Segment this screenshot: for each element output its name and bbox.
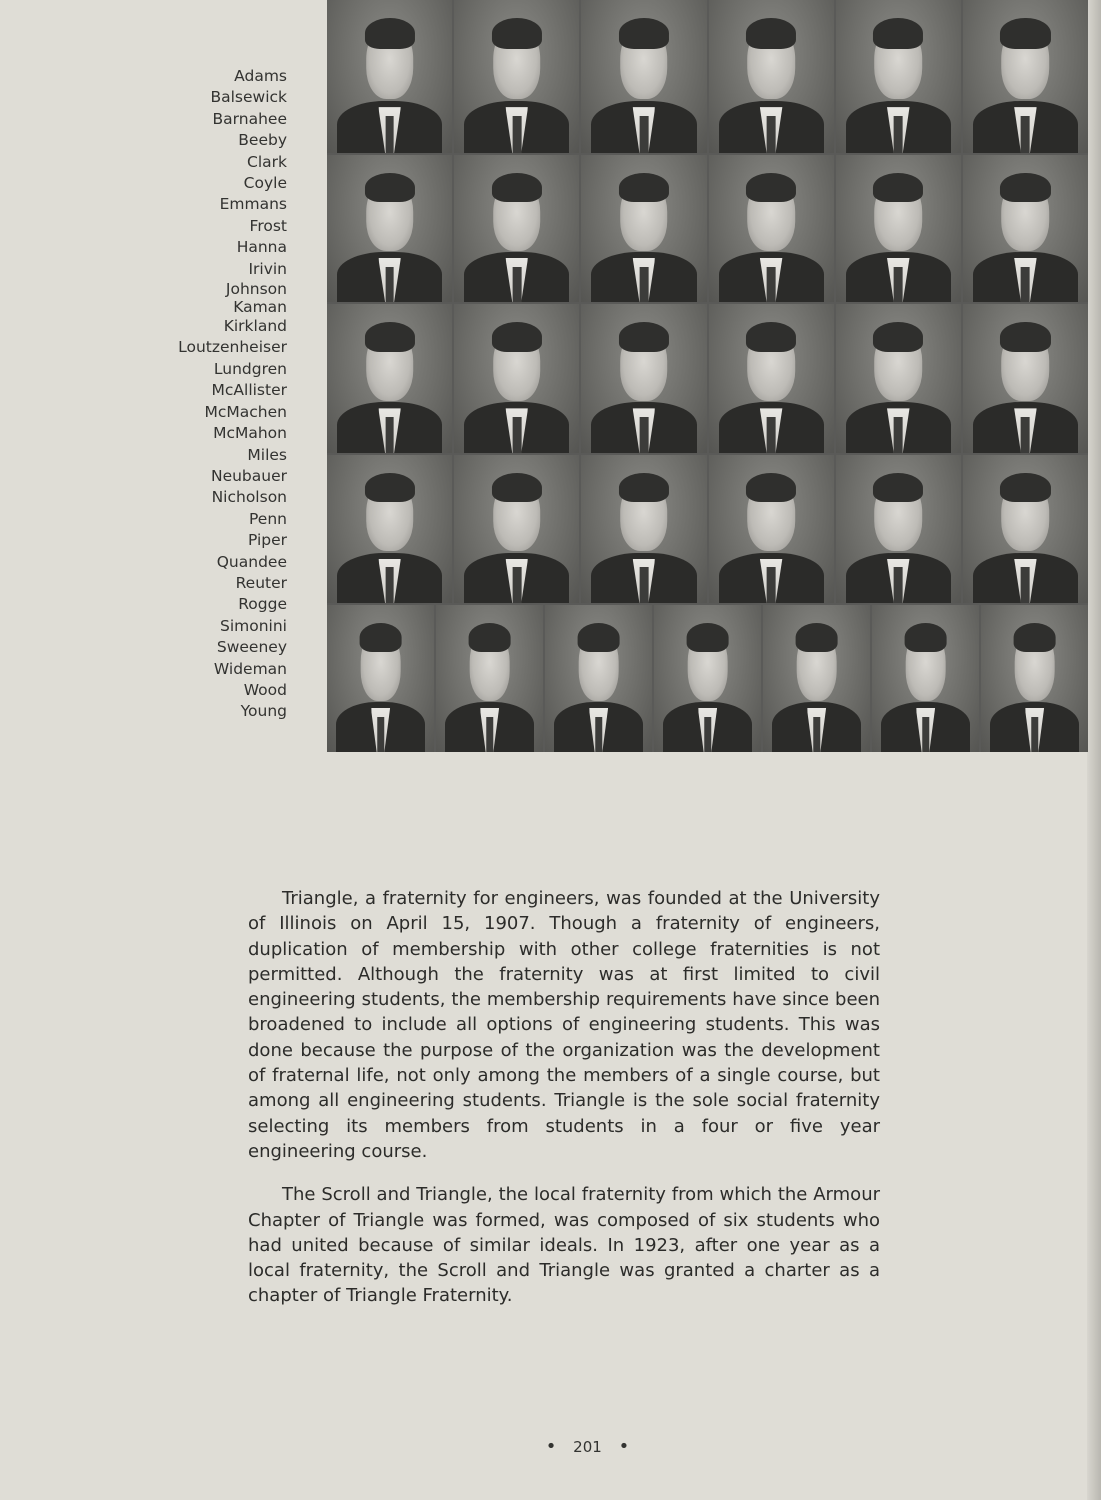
member-name: Rogge bbox=[238, 595, 287, 614]
member-name: Simonini bbox=[220, 616, 287, 635]
page-footer bbox=[0, 1436, 1101, 1457]
member-name: Nicholson bbox=[211, 488, 287, 507]
member-portrait bbox=[763, 605, 870, 752]
member-portrait bbox=[327, 455, 452, 603]
member-name: Balsewick bbox=[210, 88, 287, 107]
member-portrait bbox=[836, 304, 961, 453]
photo-row bbox=[327, 304, 1088, 453]
member-name: Wideman bbox=[213, 659, 287, 678]
member-names-list bbox=[120, 66, 287, 723]
member-photo-grid bbox=[327, 0, 1088, 752]
member-portrait bbox=[327, 155, 452, 302]
photo-row bbox=[327, 455, 1088, 603]
member-portrait bbox=[836, 455, 961, 603]
member-portrait bbox=[709, 0, 834, 153]
member-name: Adams bbox=[234, 67, 287, 85]
photo-row bbox=[327, 605, 1088, 752]
member-portrait bbox=[581, 304, 706, 453]
member-portrait bbox=[963, 0, 1088, 153]
member-portrait bbox=[709, 155, 834, 302]
member-name: Beeby bbox=[238, 131, 287, 150]
member-name: Clark bbox=[247, 152, 287, 171]
member-portrait bbox=[872, 605, 979, 752]
member-name: Irivin bbox=[248, 259, 287, 278]
member-portrait bbox=[454, 304, 579, 453]
photo-row bbox=[327, 155, 1088, 302]
member-portrait bbox=[581, 455, 706, 603]
member-name: Coyle bbox=[243, 174, 287, 193]
member-portrait bbox=[654, 605, 761, 752]
member-name: Kaman bbox=[233, 298, 287, 317]
member-portrait bbox=[454, 155, 579, 302]
member-portrait bbox=[454, 455, 579, 603]
member-name: Quandee bbox=[216, 552, 287, 571]
member-portrait bbox=[327, 304, 452, 453]
member-name: Reuter bbox=[235, 573, 287, 592]
bullet-left: • bbox=[545, 1436, 557, 1457]
member-portrait bbox=[836, 0, 961, 153]
member-portrait bbox=[981, 605, 1088, 752]
member-name: Frost bbox=[249, 216, 287, 235]
member-portrait bbox=[545, 605, 652, 752]
member-name: Neubauer bbox=[210, 466, 287, 485]
photo-row bbox=[327, 0, 1088, 153]
member-portrait bbox=[327, 0, 452, 153]
member-name: Hanna bbox=[236, 238, 287, 257]
fraternity-history-text bbox=[248, 886, 880, 1327]
member-portrait bbox=[581, 155, 706, 302]
member-name: Loutzenheiser bbox=[178, 338, 287, 357]
member-name: McMachen bbox=[204, 402, 287, 421]
member-name: Johnson bbox=[225, 280, 287, 299]
paragraph: The Scroll and Triangle, the local fraternity from which the Armour Chapter of Triangle was formed, was composed of six students who had united because of similar ideals. In 1923, after one year as a local fraternity, the Scroll and Triangle was granted a charter as a chapter of Triangle Fraternity. bbox=[248, 1184, 880, 1307]
member-name: McMahon bbox=[213, 424, 287, 443]
member-portrait bbox=[963, 304, 1088, 453]
member-name: Penn bbox=[249, 509, 287, 528]
member-name: Miles bbox=[247, 445, 287, 464]
page-number: 201 bbox=[573, 1438, 602, 1456]
member-portrait bbox=[454, 0, 579, 153]
member-name: Wood bbox=[243, 680, 287, 699]
member-name: Sweeney bbox=[216, 638, 287, 657]
member-portrait bbox=[709, 455, 834, 603]
member-portrait bbox=[581, 0, 706, 153]
member-portrait bbox=[836, 155, 961, 302]
member-name: Lundgren bbox=[213, 359, 287, 378]
member-portrait bbox=[963, 155, 1088, 302]
member-name: Barnahee bbox=[212, 109, 287, 128]
bullet-right: • bbox=[618, 1436, 630, 1457]
member-name: McAllister bbox=[211, 381, 287, 400]
member-name: Young bbox=[240, 702, 287, 721]
member-name: Piper bbox=[247, 531, 287, 550]
member-name: Kirkland bbox=[223, 317, 287, 336]
member-name: Emmans bbox=[219, 195, 287, 214]
page-edge bbox=[1087, 0, 1101, 1500]
member-portrait bbox=[963, 455, 1088, 603]
paragraph: Triangle, a fraternity for engineers, was founded at the University of Illinois on April 15, 1907. Though a fraternity of engineers, duplication of membership with other college fraternities is not permitted. Although the fraternity was at first limited to civil engineering students, the membership requirements have since been broadened to include all options of engineering students. This was done because the purpose of the organization was the development of fraternal life, not only among the members of a single course, but among all engineering students. Triangle is the sole social fraternity selecting its members from students in a four or five year engineering course. bbox=[248, 888, 880, 1162]
member-portrait bbox=[327, 605, 434, 752]
member-portrait bbox=[436, 605, 543, 752]
member-portrait bbox=[709, 304, 834, 453]
